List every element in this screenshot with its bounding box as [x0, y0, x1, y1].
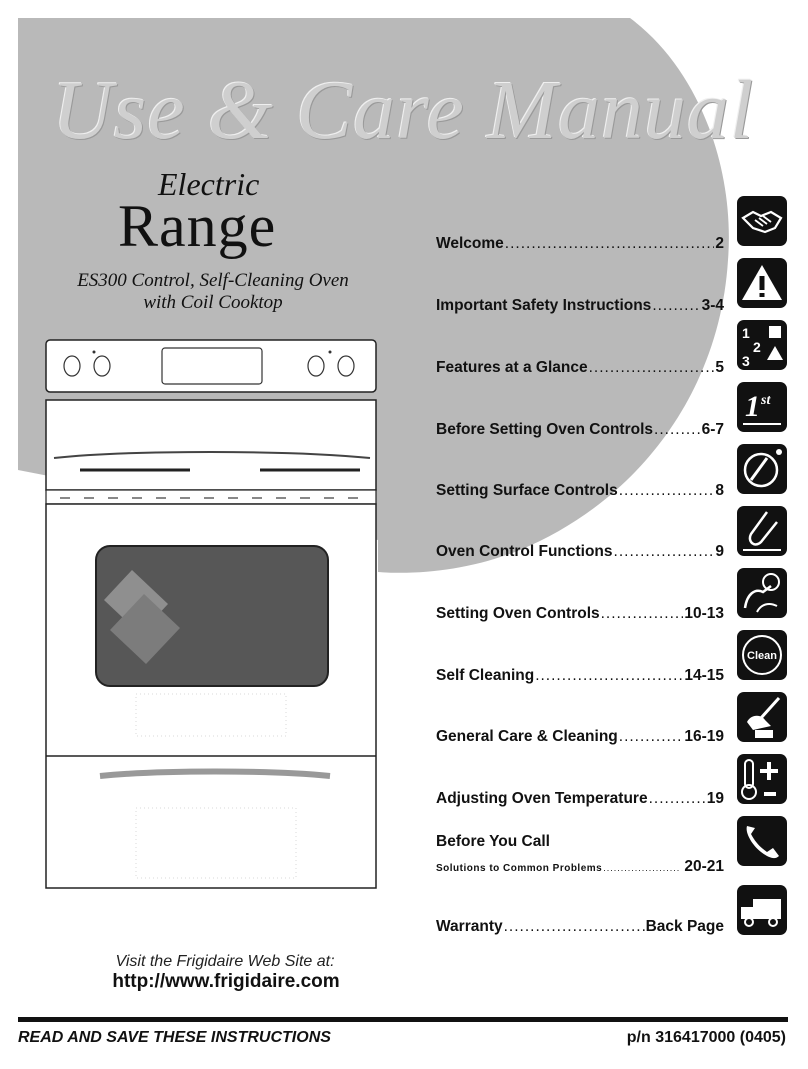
phone-icon [737, 816, 787, 866]
toc-entry[interactable] [436, 359, 724, 377]
toc-page: 3-4 [701, 297, 724, 314]
footer-rule [18, 1017, 788, 1022]
toc-entry[interactable] [436, 667, 724, 685]
toc-entry[interactable] [436, 297, 724, 315]
svg-text:2: 2 [753, 339, 761, 355]
toc-page: 6-7 [701, 421, 724, 438]
toc-label: Setting Surface Controls [436, 482, 618, 499]
svg-text:3: 3 [742, 353, 750, 369]
toc-entry[interactable] [436, 235, 724, 253]
product-type: Electric [158, 166, 260, 202]
truck-icon [737, 885, 787, 935]
cleaning-hand-icon [737, 692, 787, 742]
toc-page: 19 [706, 790, 724, 807]
manual-title: Use & Care Manual [52, 64, 755, 157]
numbered-steps-icon [737, 320, 787, 370]
part-number: p/n 316417000 (0405) [626, 1029, 786, 1046]
toc-entry[interactable] [436, 421, 724, 439]
toc-entry[interactable] [436, 918, 724, 936]
thermometer-icon [737, 754, 787, 804]
toc-label: Welcome [436, 235, 504, 252]
finger-press-icon [737, 506, 787, 556]
toc-label: Adjusting Oven Temperature [436, 790, 648, 807]
toc-label: Features at a Glance [436, 359, 588, 376]
toc-label: Oven Control Functions [436, 543, 613, 560]
range-illustration [40, 338, 380, 893]
toc-page: 5 [715, 359, 724, 376]
warning-icon [737, 258, 787, 308]
toc-page: 8 [715, 482, 724, 499]
toc-entry[interactable] [436, 543, 724, 561]
toc-page: 16-19 [684, 728, 724, 745]
toc-page: 14-15 [684, 667, 724, 684]
toc-entry[interactable] [436, 833, 724, 876]
toc-page: 10-13 [684, 605, 724, 622]
toc-label: Before Setting Oven Controls [436, 421, 654, 438]
svg-text:1: 1 [745, 390, 760, 423]
svg-text:1: 1 [742, 325, 750, 341]
toc-label: Self Cleaning [436, 667, 535, 684]
website-url[interactable]: http://www.frigidaire.com [112, 971, 340, 992]
toc-page: 2 [715, 235, 724, 252]
toc-entry[interactable] [436, 482, 724, 500]
knob-hand-icon [737, 444, 787, 494]
model-line-2: with Coil Cooktop [143, 292, 283, 313]
toc-page: 9 [715, 543, 724, 560]
toc-label: Important Safety Instructions [436, 297, 652, 314]
model-description [40, 270, 386, 314]
toc-label: General Care & Cleaning [436, 728, 618, 745]
product-name: Range [118, 193, 277, 259]
save-instructions-note: READ AND SAVE THESE INSTRUCTIONS [18, 1029, 331, 1046]
hand-dial-icon [737, 568, 787, 618]
toc-label: Before You Call [436, 833, 550, 850]
toc-entry[interactable] [436, 605, 724, 623]
toc-sublabel: Solutions to Common Problems [436, 863, 603, 874]
handshake-icon [737, 196, 787, 246]
first-icon [737, 382, 787, 432]
toc-label: Warranty [436, 918, 503, 935]
clean-icon [737, 630, 787, 680]
toc-label: Setting Oven Controls [436, 605, 600, 622]
website-prompt: Visit the Frigidaire Web Site at: [115, 953, 335, 970]
toc-entry[interactable] [436, 728, 724, 746]
svg-text:st: st [761, 393, 771, 408]
toc-entry[interactable] [436, 790, 724, 808]
toc-page: Back Page [645, 918, 724, 935]
clean-icon-label: Clean [747, 650, 777, 662]
toc-page: 20-21 [684, 858, 724, 875]
model-line-1: ES300 Control, Self-Cleaning Oven [77, 270, 349, 291]
